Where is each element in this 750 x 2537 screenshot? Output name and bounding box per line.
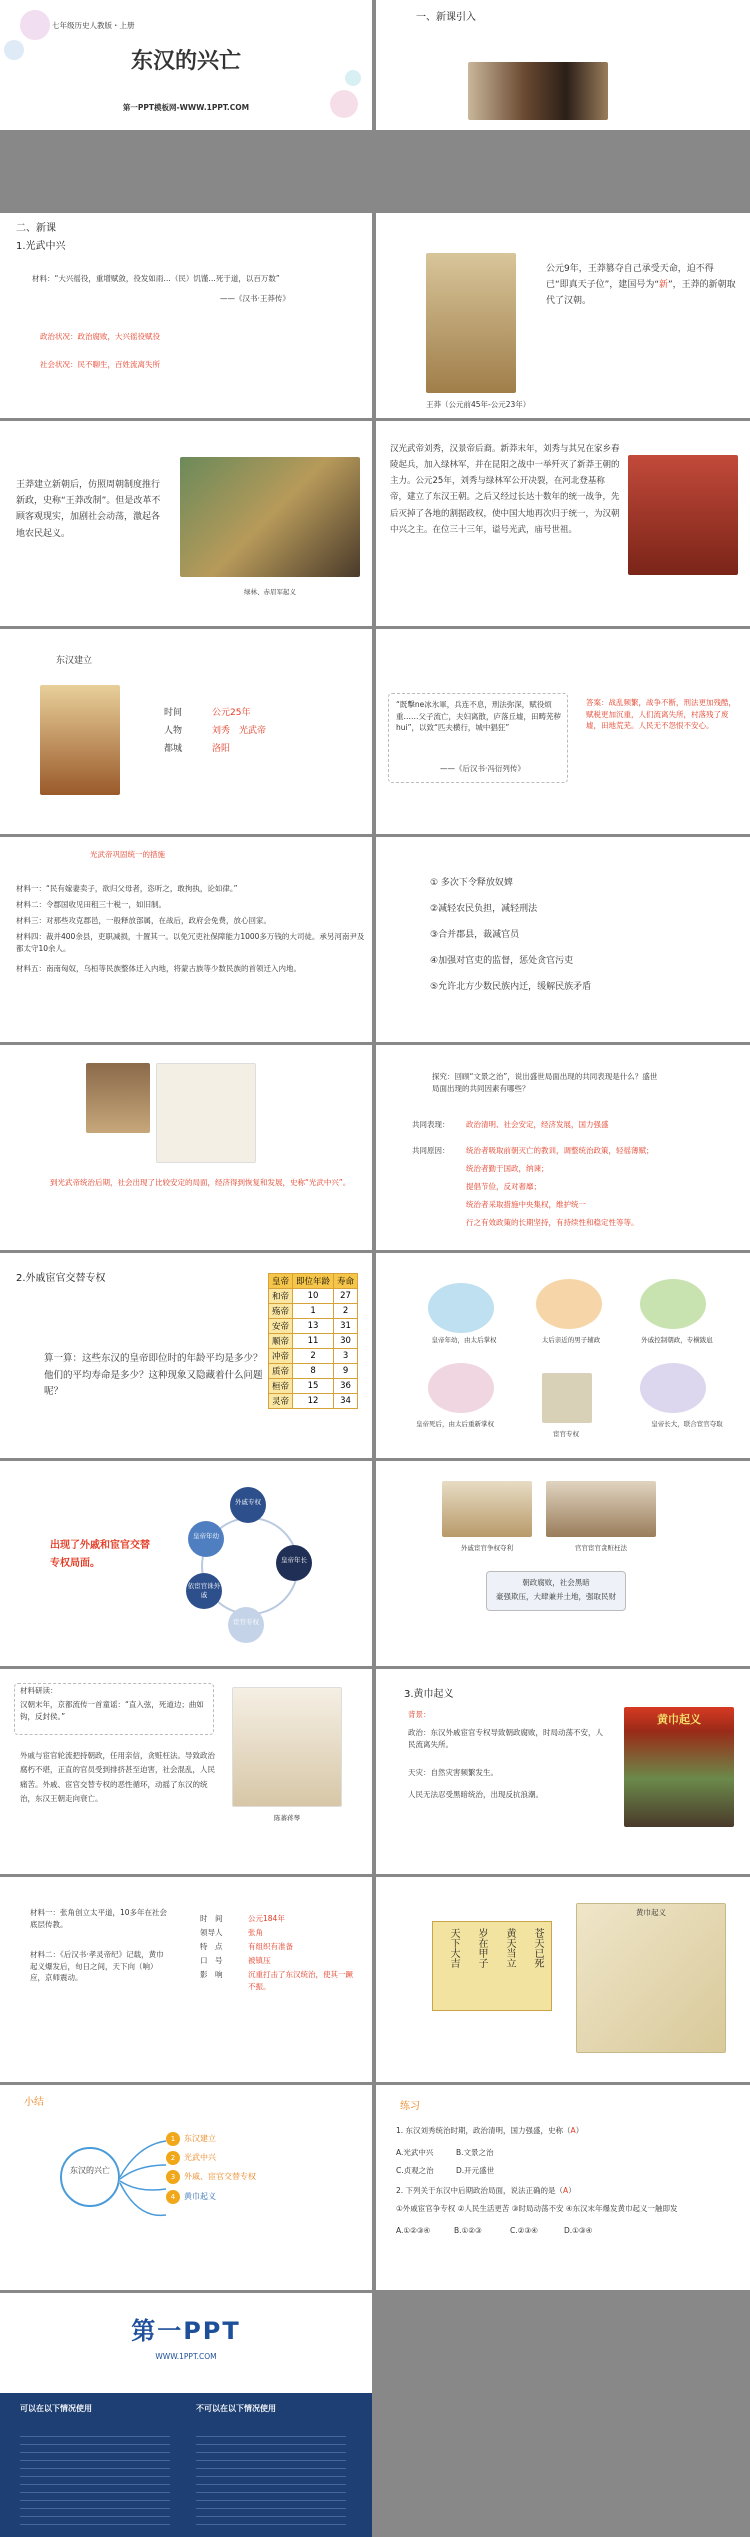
measure-3: ③合并郡县，裁减官员 <box>430 930 520 940</box>
usage-forbidden-title: 不可以在以下情况使用 <box>196 2404 276 2413</box>
table-row: 桓帝 15 36 <box>269 1379 358 1394</box>
slide-uprising <box>0 421 372 626</box>
summary-center-text: 东汉的兴亡 <box>70 2166 110 2175</box>
exercise-heading: 练习 <box>400 2101 420 2112</box>
slide-yellow-turban-details <box>0 1877 372 2082</box>
revival-text: 到光武帝统治后期，社会出现了比较安定的局面，经济得到恢复和发展，史称“光武中兴”。 <box>50 1178 351 1187</box>
founding-value-capital: 洛阳 <box>212 744 231 754</box>
question-2: 2. 下列关于东汉中后期政治局面，说法正确的是（A） <box>396 2186 576 2195</box>
liu-xiu-text: 汉光武帝刘秀，汉景帝后裔。新莽末年，刘秀与其兄在家乡舂陵起兵，加入绿林军，并在昆阳之战中一举歼灭了新莽王朝的主力。公元25年，刘秀与绿林军公开决裂，在河北登基称帝，建立了东汉王朝。之后又经过长达十数年的统一战争，先后灭掉了各地的割据政权，使中国大地再次归于统一，为汉朝中兴之主。在位三十三年，谥号光武，庙号世祖。 <box>390 444 620 535</box>
founding-value-person: 刘秀 光武帝 <box>212 726 267 736</box>
slogan-line-4: 天下大吉 <box>448 1928 459 1968</box>
material-text: 材料：“大兴徭役，重增赋敛，役发如雨…（民）饥馑…死于道，以百万数” <box>32 274 280 283</box>
slogan-line-1: 苍天已死 <box>532 1928 543 1968</box>
yellow-turban-painting-title: 黄巾起义 <box>657 1713 701 1726</box>
slide-eastern-han-founding <box>0 629 372 834</box>
summary-links <box>118 2135 168 2225</box>
scene-image-1 <box>428 1283 494 1333</box>
quote-source: ——《后汉书·冯衍列传》 <box>440 764 525 773</box>
slide-title-text: 东汉的兴亡 <box>130 49 241 74</box>
background-disaster: 天灾：自然灾害频繁发生。 <box>408 1768 498 1777</box>
founding-value-time: 公元25年 <box>212 708 251 718</box>
table-row: 冲帝 2 3 <box>269 1349 358 1364</box>
cycle-caption-5: 宦官专权 <box>553 1430 579 1438</box>
slide-consequences <box>376 1461 750 1666</box>
scene-image-6 <box>640 1363 706 1413</box>
uprising-painting-image <box>180 457 360 577</box>
slide-measures-materials <box>0 837 372 1042</box>
q2-option-a[interactable]: A.①②③④ <box>396 2226 431 2235</box>
sub-heading: 1.光武中兴 <box>16 241 66 252</box>
ballad-box-text: 汉朝末年，京都流传一首童谣：“直入弦，死道边；曲如钩，反封侯。” <box>20 1700 204 1721</box>
detail-label-impact: 影 响 <box>200 1970 223 1979</box>
detail-label-leader: 领导人 <box>200 1928 223 1937</box>
answer-text: 答案：战乱频繁，战争不断，刑法更加残酷，赋税更加沉重，人们流离失所，村落残了废墟，田地荒芜。人民无不怨恨不安心。 <box>586 698 736 731</box>
summary-item-1: 1 东汉建立 <box>166 2129 256 2148</box>
detail-value-time: 公元184年 <box>248 1914 285 1923</box>
uprising-caption: 绿林、赤眉军起义 <box>244 588 296 596</box>
q2-option-c[interactable]: C.②③④ <box>510 2226 538 2235</box>
table-row: 顺帝 11 30 <box>269 1334 358 1349</box>
scene-image-3 <box>640 1279 706 1329</box>
slide-ballad <box>0 1669 372 1874</box>
q1-option-d[interactable]: D.开元盛世 <box>456 2166 495 2175</box>
slide-guangwu-revival <box>0 1045 372 1250</box>
detail-label-time: 时 间 <box>200 1914 223 1923</box>
slide-measures-list <box>376 837 750 1042</box>
measure-1: ① 多次下令释放奴婢 <box>430 878 513 888</box>
common-cause-label: 共同原因： <box>412 1146 450 1155</box>
calc-question: 算一算：这些东汉的皇帝即位时的年龄平均是多少？他们的平均寿命是多少？这种现象又隐藏着什么问题呢？ <box>44 1353 263 1398</box>
founding-label-time: 时间 <box>164 708 183 718</box>
slide-wang-mang <box>376 213 750 418</box>
ballad-box-heading: 材料研读： <box>20 1686 58 1695</box>
wang-mang-caption: 王莽（公元前45年-公元23年） <box>426 400 531 409</box>
detail-value-slogan: 被镇压 <box>248 1956 271 1965</box>
scene-image-5 <box>542 1373 592 1423</box>
cycle-caption-2: 皇帝年幼，由太后掌权 <box>431 1336 497 1344</box>
founding-label-person: 人物 <box>164 726 183 736</box>
common-cause-5: 行之有效政策的长期坚持，有持续性和稳定性等等。 <box>466 1218 639 1227</box>
consequence-caption-1: 外戚宦官争权夺利 <box>461 1544 513 1552</box>
common-cause-3: 提倡节俭，反对奢靡； <box>466 1182 541 1191</box>
founding-label-capital: 都城 <box>164 744 183 754</box>
reform-text: 王莽建立新朝后，仿照周朝制度推行新政，史称“王莽改制”。但是改革不顾客观现实，加剧社会动荡，激起各地农民起义。 <box>16 480 161 539</box>
common-cause-1: 统治者吸取前朝灭亡的教训，调整统治政策，轻徭薄赋； <box>466 1146 654 1155</box>
common-cause-2: 统治者勤于国政，纳谏； <box>466 1164 549 1173</box>
question-1: 1. 东汉刘秀统治时期，政治清明，国力强盛，史称（A） <box>396 2126 584 2135</box>
slide-quote <box>376 629 750 834</box>
measure-2: ②减轻农民负担，减轻刑法 <box>430 904 538 914</box>
slide-explore <box>376 1045 750 1250</box>
consequence-caption-2: 官官宦官贪赃枉法 <box>575 1544 627 1552</box>
detail-label-slogan: 口 号 <box>200 1956 223 1965</box>
founding-title: 东汉建立 <box>56 656 93 666</box>
summary-heading: 小结 <box>24 2097 44 2108</box>
q1-option-c[interactable]: C.贞观之治 <box>396 2166 434 2175</box>
chen-fan-caption: 陈蕃蒋琴 <box>274 1814 300 1822</box>
yellow-material-2: 材料二：《后汉书·孝灵帝纪》记载，黄巾起义爆发后，旬日之间，天下向（响）应，京师震动。 <box>30 1950 164 1983</box>
social-status: 社会状况：民不聊生，百姓流离失所 <box>40 360 160 369</box>
table-row: 质帝 8 9 <box>269 1364 358 1379</box>
chen-fan-image <box>232 1687 342 1807</box>
detail-label-feature: 特 点 <box>200 1942 223 1951</box>
material-5: 材料五：南南匈奴，乌桓等民族整体迁入内地，将蒙古族等少数民族的首领迁入内地。 <box>16 964 301 973</box>
liu-xiu-portrait-image <box>468 62 608 120</box>
ballad-analysis: 外戚与宦官轮流把持朝政，任用亲信，贪赃枉法。导致政治腐朽不堪，正直的官员受到排挤甚至迫害，社会混乱，人民痛苦。外戚、宦官交替专权的恶性循环，动摇了东汉的统治，东汉王朝走向衰亡。 <box>20 1751 215 1803</box>
table-row: 殇帝 1 2 <box>269 1304 358 1319</box>
slide-yellow-turban-background <box>376 1669 750 1874</box>
summary-item-4: 4 黄巾起义 <box>166 2187 256 2206</box>
cycle-caption-3: 太后亲近的男子辅政 <box>541 1336 601 1344</box>
common-feature-label: 共同表现： <box>412 1120 450 1129</box>
wang-mang-text: 公元9年，王莽篡夺自己承受天命，迫不得已“即真天子位”，建国号为“新”，王莽的新朝取代了汉朝。 <box>546 264 736 307</box>
new-dynasty-name: 新 <box>659 280 669 291</box>
consequence-image-2 <box>546 1481 656 1537</box>
material-4: 材料四：裁并400余县，吏职减损，十置其一。以免冗吏社保障能力1000多万钱的大司徒。承另河南尹及都太守10余人。 <box>16 932 365 953</box>
slide-liu-xiu <box>376 421 750 626</box>
brand-url: WWW.1PPT.COM <box>155 2352 217 2361</box>
slogan-banner <box>432 1921 552 2011</box>
alternating-power-text: 出现了外戚和宦官交替专权局面。 <box>50 1540 150 1569</box>
scene-image-4 <box>428 1363 494 1413</box>
intro-heading: 一、新课引入 <box>416 12 476 23</box>
measure-5: ⑤允许北方少数民族内迁，缓解民族矛盾 <box>430 982 592 992</box>
slide-title <box>0 0 372 130</box>
figure-image-2 <box>156 1063 256 1163</box>
consequence-image-1 <box>442 1481 532 1537</box>
slide-guangwu-material <box>0 213 372 418</box>
q2-option-b[interactable]: B.①②③ <box>454 2226 482 2235</box>
slide-summary <box>0 2085 372 2290</box>
q1-option-a[interactable]: A.光武中兴 <box>396 2148 434 2157</box>
map-title: 黄巾起义 <box>636 1908 666 1917</box>
slide-yellow-turban-map <box>376 1877 750 2082</box>
detail-value-feature: 有组织有准备 <box>248 1942 293 1951</box>
slide-exercise <box>376 2085 750 2290</box>
detail-value-leader: 张角 <box>248 1928 263 1937</box>
background-label: 背景： <box>408 1710 431 1719</box>
summary-list <box>166 2129 256 2206</box>
summary-center-node <box>60 2147 120 2207</box>
wang-mang-portrait-image <box>426 253 516 393</box>
consequence-result-2: 豪强欺压，大肆兼并土地，强取民财 <box>496 1592 616 1601</box>
q1-option-b[interactable]: B.文景之治 <box>456 2148 494 2157</box>
table-row: 和帝 10 27 <box>269 1289 358 1304</box>
quote-text: “既擊ne冰氷軍，兵连不息，刑法弥深，赋役烦重……父子流亡，夫妇离散，庐落丘墟，田畴芜秽hui”，以致“匹夫横行，城中猖狂” <box>396 700 561 733</box>
background-resistance: 人民无法忍受黑暗统治，出现反抗浪潮。 <box>408 1790 543 1799</box>
slide-intro <box>376 0 750 130</box>
brand-logo: 第一PPT <box>131 2317 241 2345</box>
summary-item-2: 2 光武中兴 <box>166 2148 256 2167</box>
yellow-turban-map-image <box>576 1903 726 2053</box>
slide-emperor-table <box>0 1253 372 1458</box>
slide-alternating-power: 出现了外戚和宦官交替专权局面。 外戚专权 皇帝年幼 皇帝年长 依宦官诛外戚 宦官专权 <box>0 1461 372 1666</box>
material-source: ——《汉书·王莽传》 <box>220 294 290 303</box>
slogan-line-2: 黄天当立 <box>504 1928 515 1968</box>
yellow-material-1: 材料一：张角创立太平道，10多年在社会底层传教。 <box>30 1908 168 1929</box>
material-2: 材料二：令郡国收见田租三十税一，如旧制。 <box>16 900 166 909</box>
material-3: 材料三：对那些攻克郡邑，一般释放部属，在战后，政府会免费，放心回家。 <box>16 916 271 925</box>
sub-heading-2: 2.外戚宦官交替专权 <box>16 1273 106 1284</box>
background-politics: 政治：东汉外戚宦官专权导致朝政腐败，时局动荡不安，人民流离失所。 <box>408 1728 603 1749</box>
scene-image-2 <box>536 1279 602 1329</box>
slide-power-cycle-pictures <box>376 1253 750 1458</box>
table-row: 灵帝 12 34 <box>269 1394 358 1409</box>
detail-value-impact: 沉重打击了东汉统治，使其一蹶不振。 <box>248 1970 353 1991</box>
material-1: 材料一：“民有嫁妻卖子，欲归父母者，恣听之，敢拘执，论如律。” <box>16 884 238 893</box>
emperor-age-table: 皇帝 即位年龄 寿命 和帝 10 27 殇帝 1 2 安帝 13 31 顺帝 11 30 冲帝 2 3 质帝 8 9 桓帝 15 36 灵帝 12 34 <box>268 1273 358 1409</box>
explore-question: 探究：回顾“文景之治”，说出盛世局面出现的共同表现是什么？盛世局面出现的共同因素有哪些？ <box>432 1072 658 1093</box>
guangwu-portrait-image <box>628 455 738 575</box>
usage-allowed-title: 可以在以下情况使用 <box>20 2404 92 2413</box>
q2-option-d[interactable]: D.①③④ <box>564 2226 593 2235</box>
table-row: 安帝 13 31 <box>269 1319 358 1334</box>
slide-template-notice <box>0 2293 372 2537</box>
emperor-portrait-image <box>40 685 120 795</box>
consequence-result-1: 朝政腐败，社会黑暗 <box>522 1578 590 1587</box>
cycle-caption-1: 外戚控制朝政，专横跋扈 <box>641 1336 713 1344</box>
figure-image-1 <box>86 1063 150 1133</box>
common-feature-value: 政治清明、社会安定，经济发展，国力强盛 <box>466 1120 609 1129</box>
summary-item-3: 3 外戚、宦官交替专权 <box>166 2167 256 2186</box>
cycle-caption-6: 皇帝死后，由太后重新掌权 <box>416 1420 494 1428</box>
measure-4: ④加强对官吏的监督，惩处贪官污吏 <box>430 956 574 966</box>
political-status: 政治状况：政治腐败，大兴徭役赋役 <box>40 332 160 341</box>
course-subtitle: 七年级历史人教版・上册 <box>52 21 135 30</box>
cycle-caption-4: 皇帝长大，联合宦官夺取 <box>651 1420 723 1428</box>
template-footer: 第一PPT模板网-WWW.1PPT.COM <box>122 103 250 112</box>
slogan-line-3: 岁在甲子 <box>476 1928 487 1968</box>
sub-heading-3: 3.黄巾起义 <box>404 1689 454 1700</box>
section-heading: 二、新课 <box>16 223 56 234</box>
measures-heading: 光武帝巩固统一的措施 <box>90 850 165 859</box>
question-2-statements: ①外戚宦官争专权 ②人民生活更苦 ③时局动荡不安 ④东汉末年爆发黄巾起义一触即发 <box>396 2204 678 2213</box>
common-cause-4: 统治者采取措施中央集权，维护统一 <box>466 1200 586 1209</box>
